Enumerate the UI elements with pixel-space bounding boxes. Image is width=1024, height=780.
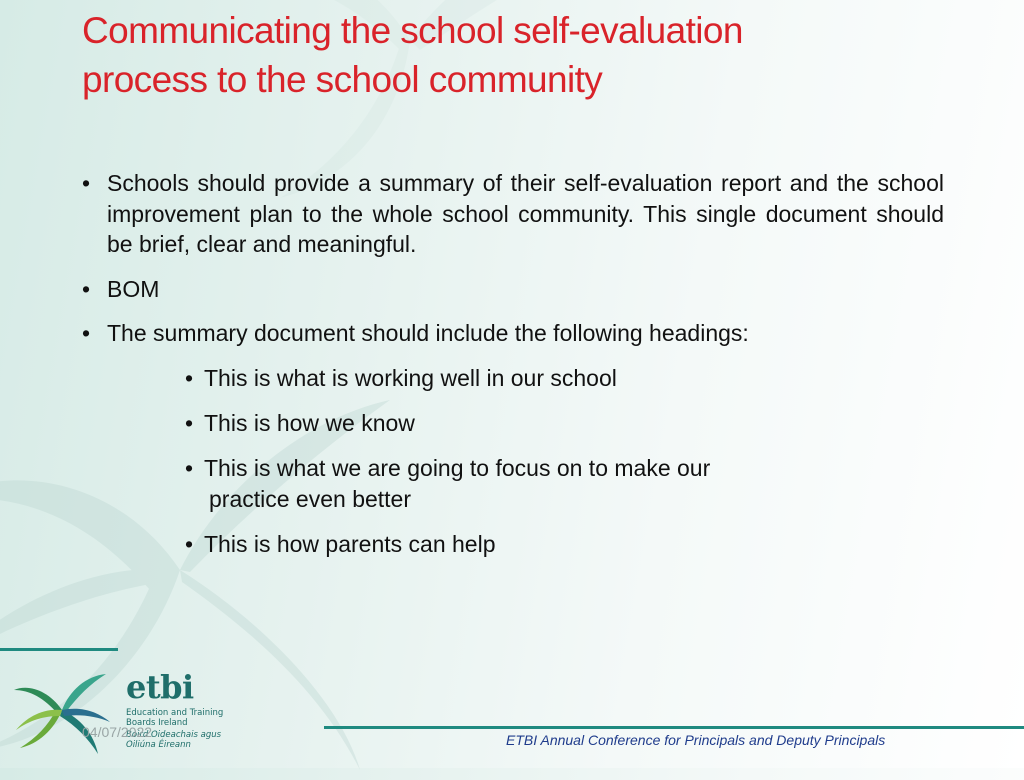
footer-accent-line-left: [0, 648, 118, 651]
sub-bullet-item: [185, 408, 944, 439]
logo-text-line: Education and Training: [126, 708, 224, 718]
sub-bullet-text: This is what we are going to focus on to make our: [204, 455, 711, 481]
etbi-logo: [8, 660, 238, 760]
footer-accent-line: [324, 726, 1024, 729]
sub-bullet-dot: •: [185, 530, 194, 557]
logo-text-line: Boird Oideachais agus: [126, 730, 222, 740]
etbi-swirl-logo-icon: [8, 660, 116, 760]
sub-bullet-item: [185, 529, 944, 560]
title-line-1: Communicating the school self-evaluation: [82, 10, 743, 51]
sub-bullet-text: This is how we know: [204, 410, 415, 436]
sub-bullet-dot: •: [185, 410, 194, 436]
sub-bullet-text: This is how parents can help: [204, 530, 496, 557]
bullet-dot: •: [82, 275, 91, 302]
sub-bullet-text: This is what is working well in our school: [204, 365, 617, 391]
bullet-text: BOM: [107, 275, 160, 302]
slide-body: [82, 168, 944, 559]
sub-bullet-item: [185, 363, 944, 394]
slide-title: [82, 6, 942, 104]
sub-bullet-text-continued: practice even better: [209, 485, 412, 512]
bullet-dot: •: [82, 170, 91, 196]
bullet-text: Schools should provide a summary of their self-evaluation report and the school improvement plan to the whole school community. This single document should be brief, clear and meaningful.: [107, 170, 944, 257]
sub-bullet-dot: •: [185, 365, 194, 391]
etbi-wordmark: etbi: [126, 668, 194, 706]
sub-bullet-dot: •: [185, 455, 194, 481]
bullet-dot: •: [82, 320, 91, 346]
bullet-item: [82, 274, 944, 305]
bullet-text: The summary document should include the following headings:: [107, 320, 749, 346]
footer-text: ETBI Annual Conference for Principals and Deputy Principals: [506, 732, 886, 748]
logo-text-line: Oiliúna Éireann: [126, 740, 191, 750]
logo-text-line: Boards Ireland: [126, 718, 188, 728]
slide-date: 04/07/2022: [82, 724, 153, 740]
sub-bullet-item: [185, 453, 944, 514]
bullet-item: [82, 318, 944, 349]
title-line-2: process to the school community: [82, 59, 603, 100]
bullet-item: [82, 168, 944, 260]
